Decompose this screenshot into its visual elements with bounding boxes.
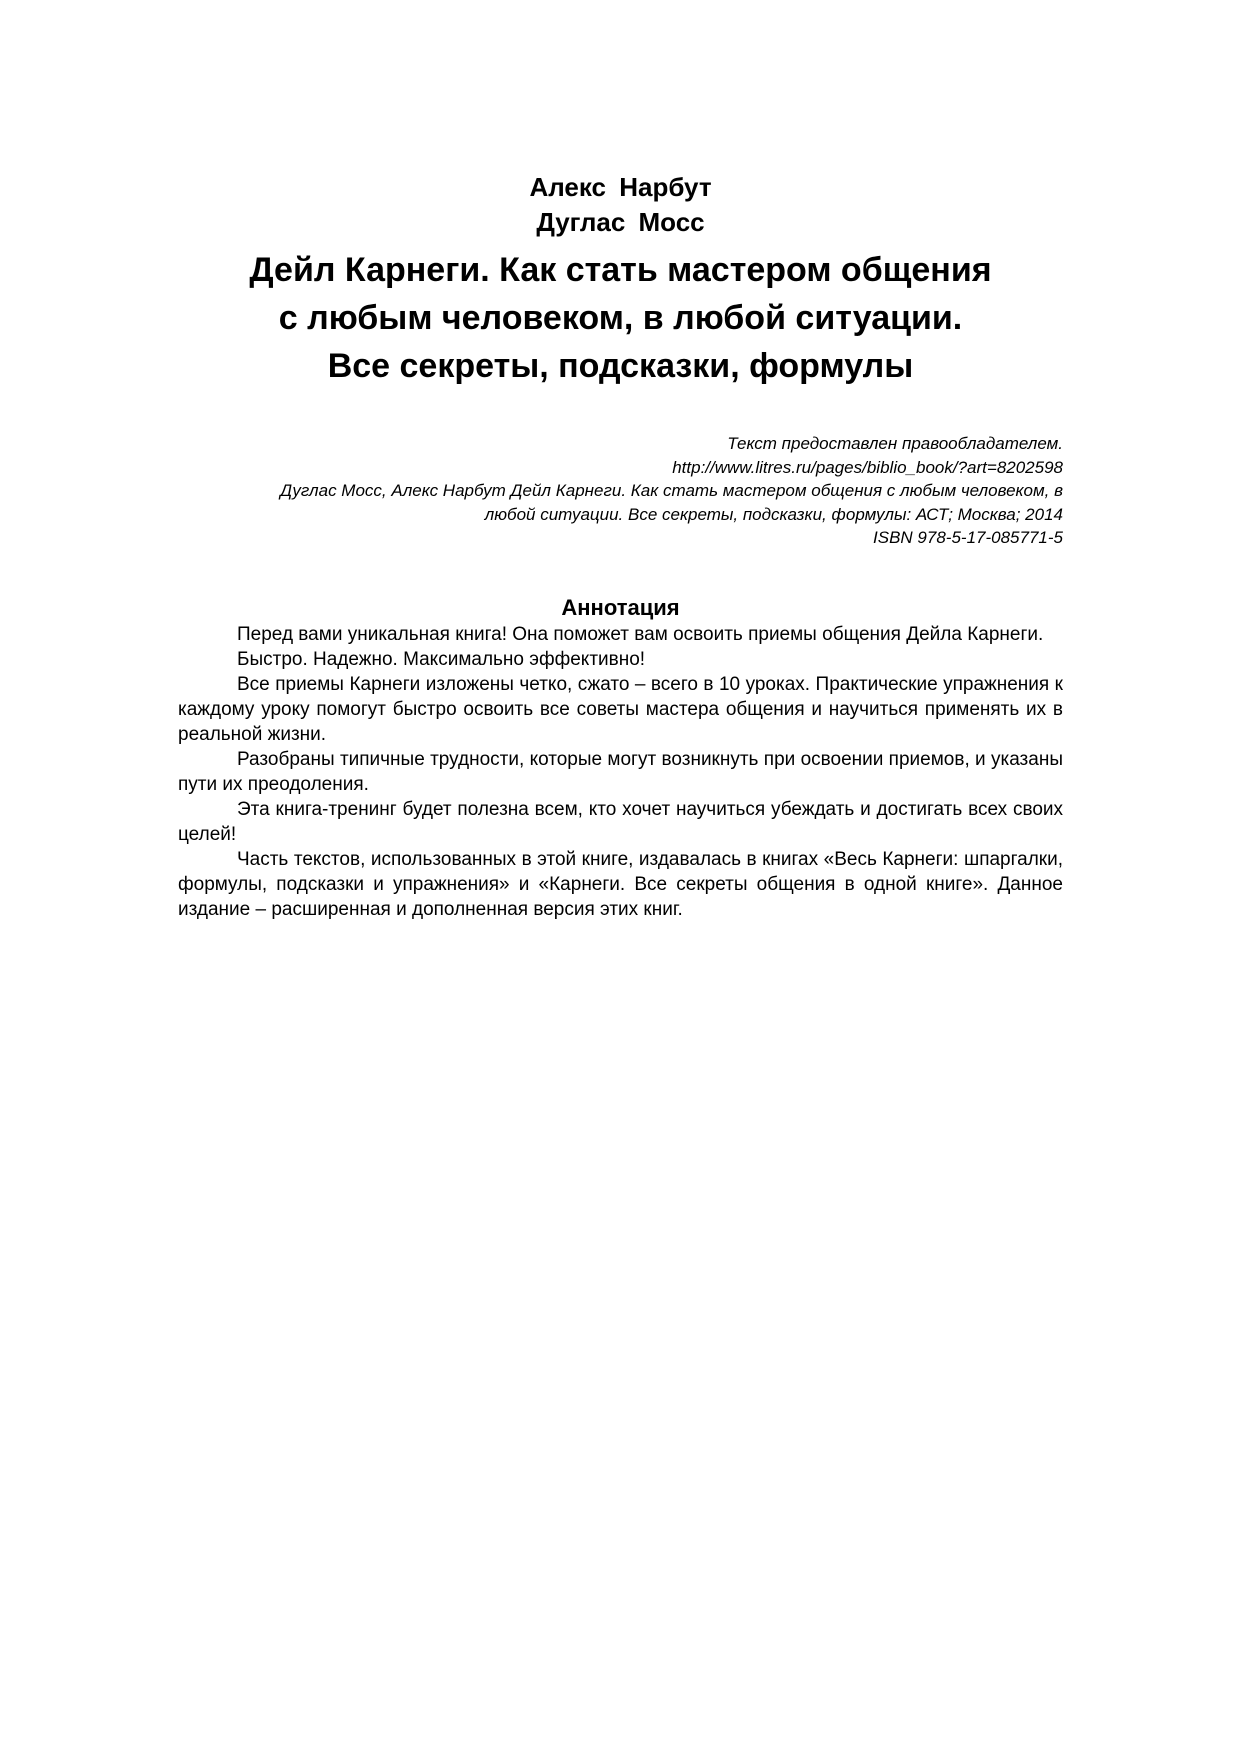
publication-info xyxy=(178,432,1063,550)
authors-block xyxy=(178,170,1063,240)
annotation-paragraph: Разобраны типичные трудности, которые могут возникнуть при освоении приемов, и указаны пути их преодоления. xyxy=(178,749,1063,795)
author-name: Дуглас Мосс xyxy=(536,207,705,237)
annotation-paragraph: Часть текстов, использованных в этой книге, издавалась в книгах «Весь Карнеги: шпаргалки, формулы, подсказки и упражнения» и «Карнеги. Все секреты общения в одной книге». Данное издание – расширенная и дополненная версия этих книг. xyxy=(178,849,1063,920)
annotation-paragraph: Эта книга-тренинг будет полезна всем, кто хочет научиться убеждать и достигать всех своих целей! xyxy=(178,799,1063,845)
citation-line: любой ситуации. Все секреты, подсказки, формулы: АСТ; Москва; 2014 xyxy=(484,504,1063,524)
book-title xyxy=(178,246,1063,390)
source-url: http://www.litres.ru/pages/biblio_book/?art=8202598 xyxy=(672,457,1063,477)
book-title-line: Все секреты, подсказки, формулы xyxy=(327,347,914,385)
annotation-paragraph: Перед вами уникальная книга! Она поможет вам освоить приемы общения Дейла Карнеги. xyxy=(237,624,1044,645)
annotation-paragraph: Все приемы Карнеги изложены четко, сжато – всего в 10 уроках. Практические упражнения к каждому уроку помогут быстро освоить все советы мастера общения и научиться применять их в реальной жизни. xyxy=(178,674,1063,745)
author-name: Алекс Нарбут xyxy=(529,172,712,202)
isbn: ISBN 978-5-17-085771-5 xyxy=(873,528,1063,547)
annotation-body xyxy=(178,622,1063,922)
annotation-paragraph: Быстро. Надежно. Максимально эффективно! xyxy=(237,649,646,670)
book-title-line: с любым человеком, в любой ситуации. xyxy=(278,299,963,337)
book-title-line: Дейл Карнеги. Как стать мастером общения xyxy=(249,251,992,289)
rights-notice: Текст предоставлен правообладателем. xyxy=(727,434,1063,453)
citation-line: Дуглас Мосс, Алекс Нарбут Дейл Карнеги. Как стать мастером общения с любым человеком, в xyxy=(280,481,1063,500)
annotation-heading: Аннотация xyxy=(561,595,680,620)
